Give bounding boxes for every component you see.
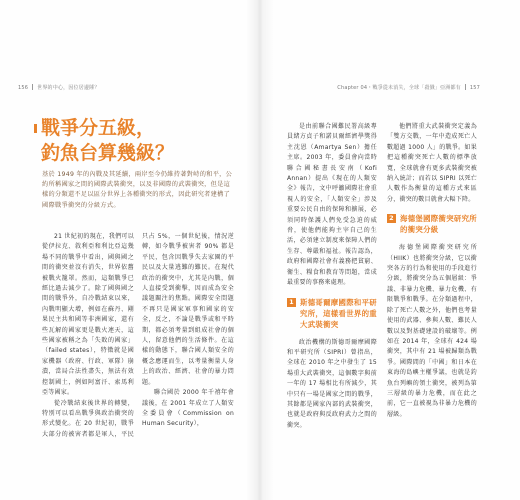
left-running-title: 世界的中心，因位居邊陲？ — [37, 85, 100, 91]
section-heading-1 — [287, 297, 377, 330]
body-paragraph: 政治機構的斯德哥爾摩國際和平研究所（SIPRI）曾指出，全球在 2010 年之中發生了 15 場重大武裝衝突，這個數字與前一年的 17 場相比有所減少，其中只有一場是國家之間的戰爭，其餘都是國家內部的武裝衝突，也就是政府與反政府武力之間的衝突。 — [287, 338, 377, 429]
body-paragraph: 聯合國於 2000 年千禧年會議後，在 2001 年成立了人類安全委員會（Commission on Human Security）， — [142, 389, 234, 428]
article-title — [41, 116, 241, 166]
section-title: 海德堡國際衝突研究所的衝突分級 — [400, 214, 477, 235]
right-running-title: Chapter 04・戰爭從未消失，全球「殺戮」亞洲都有 — [337, 85, 461, 91]
body-paragraph: 海德堡國際衝突研究所（HIIK）也將衝突分級，它以衝突各方的行為和使用的手段進行分級，將衝突分為五個層級：爭議、非暴力危機、暴力危機、有限戰爭和戰爭。在分類過程中，除了死亡人數之外，他們也考量使用的武器、參與人數、難民人數以及對基礎建設的破壞等。例如在 2014 年，全球有 424 場衝突，其中有 21 場被歸類為戰爭。國際間的「中國」和日本在東海的島嶼主權爭議，也就是釣魚台列嶼的領土衝突，被列為第三層級的暴力危機，而在此之前，它一直被視為非暴力危機的層級。 — [387, 244, 477, 418]
section-title: 斯德哥爾摩國際和平研究所，這樣看世界的重大武裝衝突 — [300, 297, 377, 329]
article-title-line1: 戰爭分五級， — [41, 117, 156, 139]
section-number-badge: 2 — [387, 214, 396, 223]
body-paragraph: 從冷戰結束後世界的轉變，特別可以看出戰爭與政治衝突的形式變化。在 20 世紀初，戰爭大部分的被害者都是軍人，平民只占 5%，一個世紀後，情況逆轉，如今戰爭被害者 90% 都是平民，包含因戰爭失去家園的平民以及大量逃難的難民。在現代政治的衝突中，尤其是內戰，個人直接受到衝擊，因而成為安全議題關注的焦點。國際安全問題不再只是國家軍事和國家的安全，反之，不論是戰爭或和平時期，都必須考量到組成社會的個人，留意他們的生活條件。在這樣的動態下，聯合國人類安全的概念應運而生，以考量衡量人身上的政治、經濟、社會的暴力問題。 — [42, 233, 234, 438]
right-page-number: 157 — [469, 85, 480, 91]
article-intro: 基於 1949 年的內戰及其延續，兩岸至今仍維持著對峙的和平，公約所稱國家之間的國際武裝衝突，以及非國際的武裝衝突，但是這樣的分類還不足以區分世界上各種衝突的形式，因此研究者建構了國際戰爭衝突的分級方式。 — [42, 171, 233, 209]
body-paragraph: 是由前聯合國難民署高級專員緒方貞子和諾貝爾經濟學獎得主沈恩（Amartya Sen）擔任主席。2003 年，委員會向當時聯合國秘書長安南（Kofi Annan）提出《現在的人類安全》報告，文中呼籲國際社會重視人的安全，「人類安全」涉及重要公民自由的保障和擴展，必須同時保護人們免受急迫的威脅，使他們能夠主宰自己的生活，必須建立制度來保障人們的生存、尊嚴和福祉。報告認為，政府和國際社會有義務把貧窮、衛生、糧食和教育等問題，當成最重要的事務來處理。 — [287, 123, 377, 287]
book-gutter-shadow — [246, 0, 274, 500]
header-divider — [465, 84, 466, 90]
title-accent-mark — [34, 124, 37, 133]
right-page-body — [287, 122, 477, 444]
section-heading-2 — [387, 213, 477, 235]
right-running-header — [337, 84, 480, 91]
left-page-body — [42, 232, 234, 444]
header-divider — [32, 84, 33, 90]
article-title-line2: 釣魚台算幾級？ — [41, 142, 175, 164]
left-page-number: 156 — [18, 85, 29, 91]
body-paragraph: 21 世紀初的現在，我們可以從伊拉克、敘利亞和利比亞這幾場不同的戰爭中看出，國與國之間的衝突並沒有消失，世界依舊被戰火籠罩。然而，這類戰爭已經比過去減少了。除了國與國之間的戰爭外，自冷戰結束以來，內戰明顯大增，例如在蘇丹、剛果民主共和國等非洲國家，還有些瓦解的國家更是戰火連天，這些國家被稱之為「失敗的國家」（failed states），特徵就是國家機器（政府、行政、軍隊）崩潰，當局合法性盡失，無法有效控制國土，例如阿富汗、索馬利亞等國家。 — [42, 233, 134, 397]
left-running-header — [18, 84, 100, 91]
section-number-badge: 1 — [287, 298, 296, 307]
body-paragraph: 他們將重大武裝衝突定義為「雙方交戰，一年中造成死亡人數超過 1000 人」的戰爭。如果把這種衝突死亡人數的標準放寬，全球就會有更多武裝衝突被納入統計；而若以 SIPRI 以死亡人數作為衡量的這種方式來區分，衝突的數目就會大幅下降。 — [387, 123, 477, 203]
